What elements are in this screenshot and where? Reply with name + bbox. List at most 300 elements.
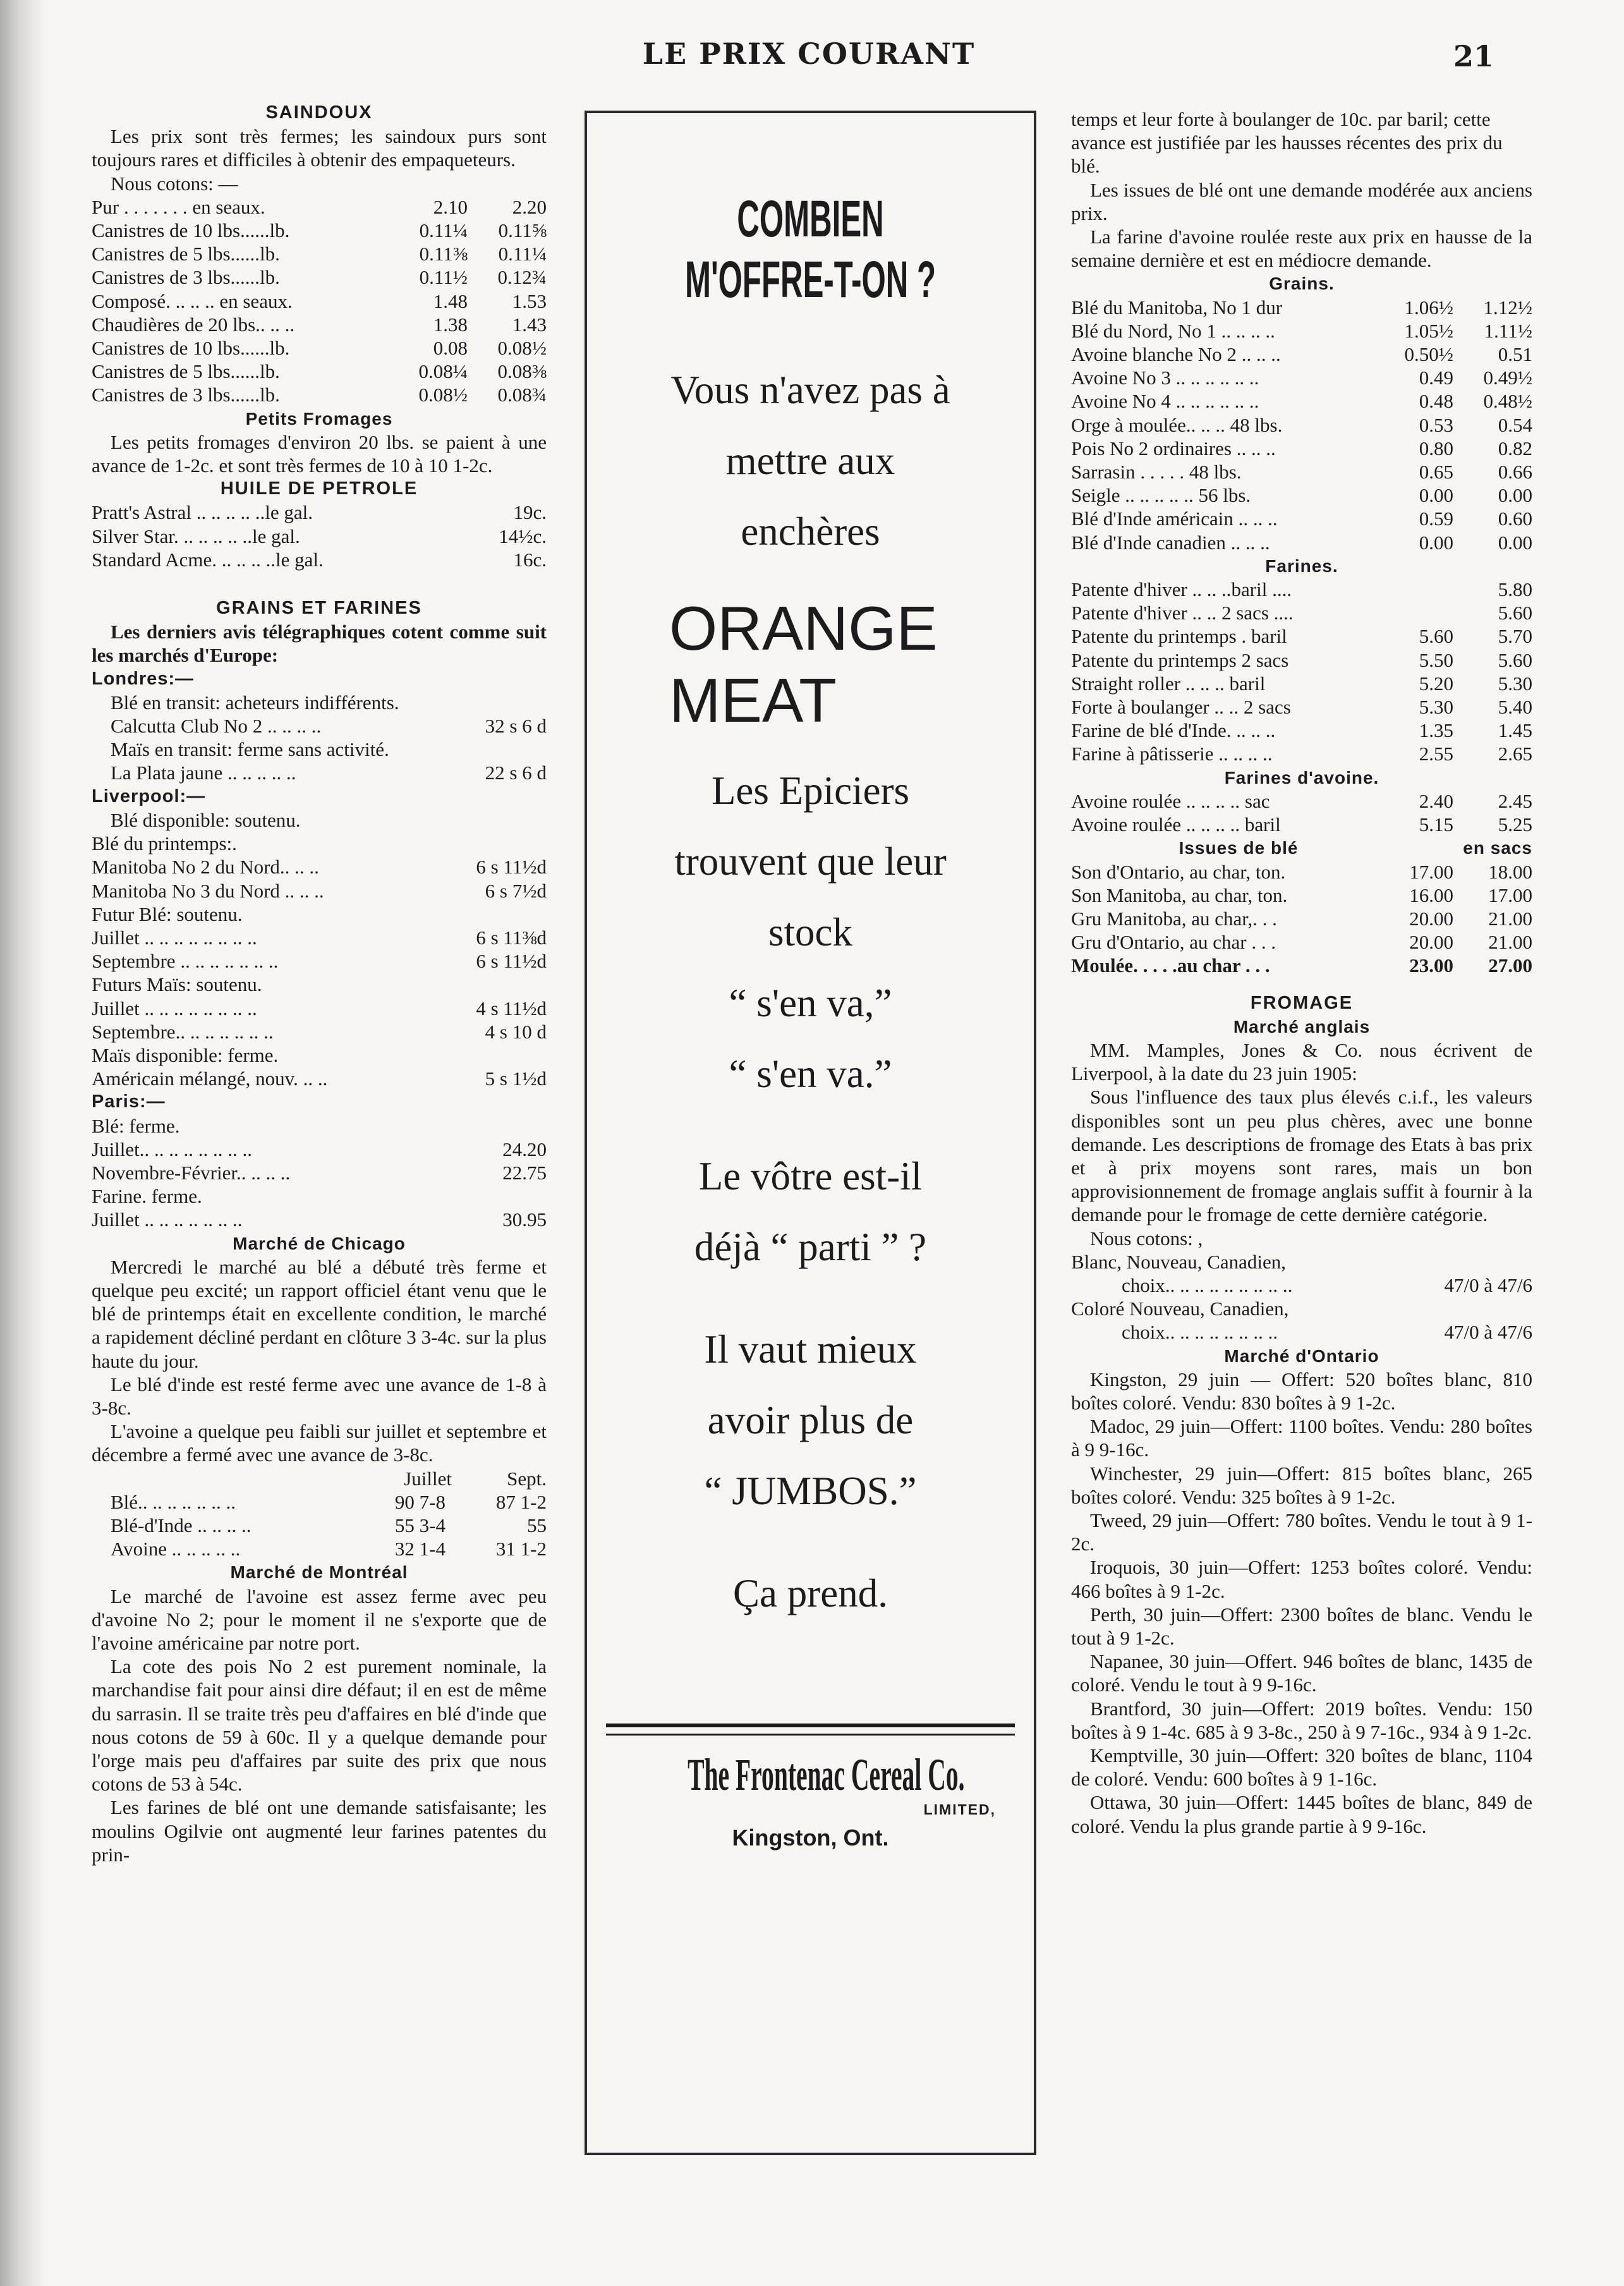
market-label-londres: Londres:— (92, 668, 195, 689)
price-high: 0.11⅝ (498, 219, 547, 242)
quote-name: Blé disponible: soutenu. (111, 808, 301, 831)
item-name: Canistres de 3 lbs......lb. (92, 384, 280, 406)
left-column (92, 101, 547, 1866)
item-name: Avoine blanche No 2 .. .. .. (1071, 343, 1281, 366)
ad-company-limited: LIMITED, (923, 1801, 996, 1818)
price-row (1071, 413, 1532, 437)
price-low: 0.59 (1419, 508, 1453, 530)
grain-name: Blé.. .. .. .. .. .. .. (111, 1490, 236, 1513)
fromage-blanc-label: Blanc, Nouveau, Canadien, (1071, 1250, 1287, 1273)
price-high: 2.20 (512, 195, 547, 218)
price-low: 0.49 (1419, 367, 1453, 389)
price-high: 0.11¼ (498, 243, 547, 265)
ad-rule (606, 1724, 1015, 1727)
quote-row (92, 1043, 547, 1067)
section-heading-grains: Grains. (1269, 274, 1335, 294)
price-low: 1.48 (433, 289, 468, 312)
item-name: Pratt's Astral .. .. .. .. ..le gal. (92, 501, 313, 524)
price-row (1071, 695, 1532, 719)
price-low: 20.00 (1409, 907, 1453, 930)
price-row (1071, 930, 1532, 954)
ad-text-line: “ s'en va,” (729, 981, 892, 1025)
price-low: 5.15 (1419, 813, 1453, 836)
ontario-report: Winchester, 29 juin—Offert: 815 boîtes blanc, 265 boîtes coloré. Vendu: 325 boîtes à 9 1-2c. (1071, 1462, 1532, 1508)
ontario-report: Madoc, 29 juin—Offert: 1100 boîtes. Vendu: 280 boîtes à 9 9-16c. (1071, 1415, 1532, 1461)
price-low: 5.50 (1419, 648, 1453, 671)
section-heading-farines-avoine: Farines d'avoine. (1224, 767, 1379, 787)
chicago-row (92, 1490, 547, 1514)
right-intro-paragraph: temps et leur forte à boulanger de 10c. par baril; cette avance est justifiée par les hausses récentes des prix du blé. (1071, 108, 1503, 178)
ad-company-city: Kingston, Ont. (732, 1825, 889, 1851)
price-row (92, 548, 547, 571)
fromage-price-row (1071, 1274, 1532, 1297)
price-low: 16.00 (1409, 884, 1453, 906)
item-name: Chaudières de 20 lbs.. .. .. (92, 313, 295, 336)
ad-closing: Ça prend. (733, 1571, 888, 1615)
right-intro-paragraph: Les issues de blé ont une demande modérée aux anciens prix. (1071, 178, 1532, 224)
price-low: 5.20 (1419, 672, 1453, 695)
price-sept: 87 1-2 (495, 1490, 547, 1513)
ontario-report: Kemptville, 30 juin—Offert: 320 boîtes de blanc, 1104 de coloré. Vendu: 600 boîtes à 9 1-16c. (1071, 1744, 1532, 1790)
ad-text-line: avoir plus de (707, 1398, 914, 1442)
price-row (1071, 813, 1532, 836)
quote-row (92, 1114, 547, 1138)
quote-row (92, 926, 547, 949)
price-low: 0.08 (433, 337, 468, 360)
quote-value (540, 832, 547, 855)
ad-product-name-line-2: MEAT (669, 666, 837, 735)
grain-name: Avoine .. .. .. .. .. (111, 1538, 241, 1560)
price-row (1071, 624, 1532, 648)
ontario-report: Ottawa, 30 juin—Offert: 1445 boîtes de blanc, 849 de coloré. Vendu la plus grande partie à 9 9-16c. (1071, 1791, 1532, 1837)
price-row (1071, 719, 1532, 742)
price-high: 2.65 (1498, 743, 1532, 765)
quote-value: 30.95 (502, 1208, 547, 1231)
price-row (1071, 789, 1532, 813)
price-low: 0.08½ (418, 384, 468, 406)
section-heading-marche-ontario: Marché d'Ontario (1224, 1346, 1379, 1366)
market-label-liverpool: Liverpool:— (92, 786, 206, 806)
item-name: Patente d'hiver .. .. 2 sacs .... (1071, 602, 1294, 624)
price-low: 5.30 (1419, 696, 1453, 719)
price-low: 2.40 (1419, 789, 1453, 812)
price-row (92, 360, 547, 383)
quote-row (92, 1138, 547, 1161)
price-row (1071, 672, 1532, 695)
quote-row (92, 997, 547, 1020)
price: 14½c. (499, 525, 547, 547)
quote-row (92, 691, 547, 714)
quote-name: Blé du printemps:. (92, 832, 237, 855)
price-high: 1.53 (512, 289, 547, 312)
section-heading-marche-anglais: Marché anglais (1233, 1016, 1371, 1037)
ad-text-line: Il vaut mieux (704, 1327, 917, 1371)
quote-value: 6 s 11½d (476, 950, 547, 973)
saindoux-intro: Les prix sont très fermes; les saindoux purs sont toujours rares et difficiles à obtenir des empaqueteurs. (92, 125, 547, 171)
ad-headline-line-1: COMBIEN (737, 190, 884, 248)
price-high: 0.51 (1498, 343, 1532, 366)
price-high: 5.25 (1498, 813, 1532, 836)
item-name: Seigle .. .. .. .. .. 56 lbs. (1071, 484, 1251, 507)
quote-row (92, 808, 547, 832)
price-low: 1.35 (1419, 719, 1453, 742)
price-sept: 55 (527, 1514, 547, 1536)
ad-text-line: “ JUMBOS.” (704, 1469, 917, 1513)
saindoux-price-table (92, 195, 547, 407)
quote-value (540, 903, 547, 926)
quote-value: 6 s 11½d (476, 856, 547, 879)
price-row (92, 242, 547, 265)
quote-name: Futurs Maïs: soutenu. (92, 973, 262, 996)
item-name: Pois No 2 ordinaires .. .. .. (1071, 437, 1276, 459)
quote-value (540, 738, 547, 761)
quote-name: Juillet .. .. .. .. .. .. .. .. (92, 926, 257, 949)
section-heading-petits-fromages: Petits Fromages (245, 408, 393, 429)
montreal-paragraph: Les farines de blé ont une demande satisfaisante; les moulins Ogilvie ont augmenté leur farines patentes du prin- (92, 1796, 547, 1866)
quote-name: Blé: ferme. (92, 1114, 180, 1137)
quote-value: 4 s 11½d (476, 997, 547, 1019)
section-heading-issues: Issues de blé (1179, 838, 1299, 858)
quote-value (540, 1114, 547, 1138)
price-high: 0.12¾ (497, 266, 547, 289)
quote-value (540, 1184, 547, 1208)
price-high: 0.48½ (1483, 390, 1532, 413)
ad-text-line: Le vôtre est-il (698, 1154, 923, 1198)
section-heading-saindoux: SAINDOUX (265, 102, 373, 123)
quote-value: 22.75 (502, 1161, 547, 1184)
price-row (1071, 366, 1532, 389)
issues-heading-row (1071, 836, 1532, 860)
price-high: 0.60 (1498, 508, 1532, 530)
item-name: Son Manitoba, au char, ton. (1071, 884, 1288, 906)
fromage-colore-label: Coloré Nouveau, Canadien, (1071, 1298, 1289, 1320)
col-sept: Sept. (507, 1467, 547, 1490)
item-name: Sarrasin . . . . . 48 lbs. (1071, 461, 1242, 483)
quote-value: 32 s 6 d (485, 715, 547, 738)
item-name: Son d'Ontario, au char, ton. (1071, 860, 1286, 883)
ontario-report: Perth, 30 juin—Offert: 2300 boîtes de blanc. Vendu le tout à 9 1-2c. (1071, 1603, 1532, 1649)
ontario-report: Kingston, 29 juin — Offert: 520 boîtes blanc, 810 boîtes coloré. Vendu: 830 boîtes à 9 1-2c. (1071, 1368, 1532, 1414)
quote-row (92, 879, 547, 903)
ad-product-name-line-1: ORANGE (669, 593, 938, 663)
chicago-paragraph: Mercredi le marché au blé a débuté très ferme et quelque peu excité; un rapport officiel étant venu que le blé de printemps était en excellente condition, le marché a rapidement décliné perdant en clôture 3 3-4c. sur la plus haute du jour. (92, 1255, 547, 1372)
price-row (1071, 884, 1532, 907)
ad-text-line: “ s'en va.” (729, 1052, 892, 1096)
market-label-paris: Paris:— (92, 1091, 166, 1112)
right-intro-paragraph: La farine d'avoine roulée reste aux prix en hausse de la semaine dernière et est en médiocre demande. (1071, 226, 1532, 272)
ontario-report: Brantford, 30 juin—Offert: 2019 boîtes. Vendu: 150 boîtes à 9 1-4c. 685 à 9 3-8c., 250 à 9 7-16c., 934 à 9 1-2c. (1071, 1697, 1532, 1743)
montreal-paragraph: La cote des pois No 2 est purement nominale, la marchandise fait pour ainsi dire défaut; il en est de même du sarrasin. Il se traite très peu d'affaires en blé d'inde que nous cotons de 59 à 60c. Il y a quelque demande pour l'orge mais peu d'affaires par suite des prix que nous cotons de 53 à 54c. (92, 1655, 547, 1796)
price-high: 5.70 (1498, 625, 1532, 648)
item-name: Pur . . . . . . . en seaux. (92, 195, 265, 218)
quote-value: 6 s 11⅜d (476, 926, 547, 949)
item-name: Blé d'Inde canadien .. .. .. (1071, 531, 1270, 554)
item-name: Avoine roulée .. .. .. .. sac (1071, 789, 1270, 812)
price-low: 0.00 (1419, 531, 1453, 554)
price-juillet: 55 3-4 (394, 1514, 445, 1536)
price-row (1071, 483, 1532, 507)
price-row (92, 383, 547, 406)
item-name: Farine à pâtisserie .. .. .. .. (1071, 743, 1273, 765)
price-row (1071, 507, 1532, 530)
price-low: 0.53 (1419, 413, 1453, 436)
price-row (1071, 437, 1532, 460)
item-name: Moulée. . . . .au char . . . (1071, 954, 1270, 977)
right-column (1071, 107, 1532, 1838)
quote-row (92, 761, 547, 784)
orange-meat-advertisement (585, 111, 1036, 2155)
fromage-paragraph: MM. Mamples, Jones & Co. nous écrivent de Liverpool, à la date du 23 juin 1905: (1071, 1038, 1532, 1085)
price-high: 27.00 (1488, 954, 1532, 977)
price-row (1071, 460, 1532, 483)
price-high: 17.00 (1488, 884, 1532, 906)
chicago-row (92, 1514, 547, 1537)
price-high: 1.12½ (1483, 296, 1532, 319)
price-low: 0.11¼ (419, 219, 468, 242)
fromage-cotons: Nous cotons: , (1090, 1227, 1203, 1249)
price-row (1071, 389, 1532, 413)
price: 47/0 à 47/6 (1444, 1321, 1532, 1344)
item-name: Orge à moulée.. .. .. 48 lbs. (1071, 413, 1283, 436)
quote-name: Maïs en transit: ferme sans activité. (111, 738, 389, 761)
chicago-paragraph: L'avoine a quelque peu faibli sur juillet et septembre et décembre a fermé avec une avance de 3-8c. (92, 1420, 547, 1466)
quote-row (92, 738, 547, 761)
price-high: 0.54 (1498, 413, 1532, 436)
price-row (92, 195, 547, 219)
quote-row (92, 714, 547, 738)
price-low: 0.48 (1419, 390, 1453, 413)
ontario-report: Iroquois, 30 juin—Offert: 1253 boîtes coloré. Vendu: 466 boîtes à 9 1-2c. (1071, 1556, 1532, 1602)
item-name: Gru d'Ontario, au char . . . (1071, 931, 1276, 954)
price-row (92, 219, 547, 242)
quote-value: 22 s 6 d (485, 762, 547, 784)
item-name: Blé d'Inde américain .. .. .. (1071, 508, 1278, 530)
price-low: 1.38 (433, 313, 468, 336)
quote-name: Novembre-Février.. .. .. .. (92, 1161, 291, 1184)
chicago-table-header (92, 1467, 547, 1490)
item-name: Straight roller .. .. .. baril (1071, 672, 1266, 695)
quote-row (92, 949, 547, 973)
item-name: Canistres de 10 lbs......lb. (92, 219, 290, 242)
price-row (1071, 601, 1532, 624)
price-juillet: 90 7-8 (394, 1490, 445, 1513)
quote-name: Septembre.. .. .. .. .. .. .. (92, 1020, 274, 1043)
price-row (92, 501, 547, 524)
price-high: 5.80 (1498, 578, 1532, 601)
price-row (92, 525, 547, 548)
item-name: Gru Manitoba, au char,. . . (1071, 907, 1277, 930)
price-high: 5.60 (1498, 648, 1532, 671)
quote-value (540, 691, 547, 714)
item-name: choix.. .. .. .. .. .. .. .. .. (1122, 1274, 1293, 1296)
quote-row (92, 855, 547, 879)
price-high: 0.00 (1498, 484, 1532, 507)
price-row (92, 313, 547, 336)
item-name: Canistres de 3 lbs......lb. (92, 266, 280, 289)
price-high: 1.45 (1498, 719, 1532, 742)
quote-name: Farine. ferme. (92, 1185, 202, 1208)
price-low: 0.80 (1419, 437, 1453, 459)
quote-row (92, 832, 547, 855)
price-row (1071, 531, 1532, 554)
price-row (92, 289, 547, 313)
petits-fromages-text: Les petits fromages d'environ 20 lbs. se paient à une avance de 1-2c. et sont très fermes de 10 à 10 1-2c. (92, 430, 547, 477)
price-low: 20.00 (1409, 931, 1453, 954)
price-sept: 31 1-2 (495, 1538, 547, 1560)
price-row (1071, 319, 1532, 343)
price-high: 0.66 (1498, 461, 1532, 483)
price-high: 0.49½ (1483, 367, 1532, 389)
item-name: Composé. .. .. .. en seaux. (92, 289, 293, 312)
price-low: 23.00 (1409, 954, 1453, 977)
price: 47/0 à 47/6 (1444, 1274, 1532, 1296)
section-heading-fromage: FROMAGE (1250, 992, 1354, 1013)
price-low: 5.60 (1419, 625, 1453, 648)
quote-value (540, 1043, 547, 1067)
price-low (1374, 601, 1453, 624)
price-juillet: 32 1-4 (394, 1538, 445, 1560)
price-row (92, 336, 547, 360)
price-low: 0.11½ (419, 266, 468, 289)
item-name: Silver Star. .. .. .. .. ..le gal. (92, 525, 300, 547)
price-high: 1.11½ (1484, 319, 1532, 342)
price-row (1071, 954, 1532, 977)
price-high: 0.82 (1498, 437, 1532, 459)
item-name: Avoine No 4 .. .. .. .. .. .. (1071, 390, 1259, 413)
item-name: Avoine No 3 .. .. .. .. .. .. (1071, 367, 1259, 389)
ad-headline-line-2: M'OFFRE-T-ON ? (684, 251, 936, 308)
item-name: Patente du printemps 2 sacs (1071, 648, 1289, 671)
price-high: 2.45 (1498, 789, 1532, 812)
price-high: 18.00 (1488, 860, 1532, 883)
ontario-report: Napanee, 30 juin—Offert. 946 boîtes de blanc, 1435 de coloré. Vendu le tout à 9 9-16c. (1071, 1650, 1532, 1696)
quote-row (92, 973, 547, 996)
price-low: 17.00 (1409, 860, 1453, 883)
price-row (1071, 648, 1532, 672)
price-row (1071, 296, 1532, 319)
price-low: 0.50½ (1404, 343, 1453, 366)
ad-text-line: enchères (741, 509, 880, 554)
price-row (1071, 742, 1532, 765)
quote-name: Calcutta Club No 2 .. .. .. .. (111, 715, 322, 738)
price-high: 0.08¾ (497, 384, 547, 406)
fromage-price-row (1071, 1320, 1532, 1344)
price-high: 21.00 (1488, 931, 1532, 954)
montreal-paragraph: Le marché de l'avoine est assez ferme avec peu d'avoine No 2; pour le moment il ne s'exporte que de l'avoine américaine par notre port. (92, 1584, 547, 1654)
quote-value (540, 808, 547, 832)
price-high: 5.30 (1498, 672, 1532, 695)
price-low: 0.65 (1419, 461, 1453, 483)
price-high: 0.08½ (497, 337, 547, 360)
quote-value: 24.20 (502, 1138, 547, 1160)
item-name: choix.. .. .. .. .. .. .. .. (1122, 1321, 1278, 1344)
price-row (1071, 578, 1532, 601)
ontario-report: Tweed, 29 juin—Offert: 780 boîtes. Vendu le tout à 9 1-2c. (1071, 1509, 1532, 1555)
col-juillet: Juillet (404, 1467, 452, 1490)
quote-name: Maïs disponible: ferme. (92, 1043, 279, 1066)
ad-text-line: mettre aux (725, 439, 895, 483)
quote-name: Manitoba No 3 du Nord .. .. .. (92, 879, 324, 902)
ad-text-line: Les Epiciers (711, 769, 910, 813)
price-high: 0.00 (1498, 531, 1532, 554)
item-name: Farine de blé d'Inde. .. .. .. (1071, 719, 1276, 742)
chicago-paragraph: Le blé d'inde est resté ferme avec une avance de 1-8 à 3-8c. (92, 1373, 547, 1419)
price: 19c. (513, 501, 547, 524)
quote-name: Septembre .. .. .. .. .. .. .. (92, 950, 279, 973)
quote-row (92, 1161, 547, 1184)
ad-text-line: Vous n'avez pas à (670, 368, 950, 412)
chicago-row (92, 1537, 547, 1560)
ad-company-name: The Frontenac Cereal Co. (688, 1749, 965, 1800)
price-low: 0.08¼ (418, 360, 468, 383)
grains-intro: Les derniers avis télégraphiques cotent comme suit les marchés d'Europe: (92, 621, 547, 667)
section-heading-petrole: HUILE DE PETROLE (220, 478, 418, 499)
item-name: Standard Acme. .. .. .. ..le gal. (92, 548, 324, 571)
price-high: 1.43 (512, 313, 547, 336)
quote-name: Juillet.. .. .. .. .. .. .. .. (92, 1138, 253, 1160)
quote-row (92, 1184, 547, 1208)
price-high: 5.40 (1498, 696, 1532, 719)
quote-row (92, 1208, 547, 1231)
price-high: 5.60 (1498, 602, 1532, 624)
quote-name: Juillet .. .. .. .. .. .. .. .. (92, 997, 257, 1019)
page-number: 21 (1453, 39, 1494, 73)
price-low: 2.55 (1419, 743, 1453, 765)
quote-name: Manitoba No 2 du Nord.. .. .. (92, 856, 319, 879)
item-name: Canistres de 5 lbs......lb. (92, 360, 280, 383)
price-low: 0.00 (1419, 484, 1453, 507)
price-low (1374, 578, 1453, 601)
price-low: 0.11⅜ (419, 243, 468, 265)
quote-name: Blé en transit: acheteurs indifférents. (111, 691, 399, 714)
scan-edge-shadow (0, 0, 44, 2286)
quote-value: 4 s 10 d (485, 1020, 547, 1043)
quote-name: Américain mélangé, nouv. .. .. (92, 1067, 328, 1090)
quote-name: La Plata jaune .. .. .. .. .. (111, 762, 296, 784)
price-high: 0.08⅜ (497, 360, 547, 383)
item-name: Canistres de 10 lbs......lb. (92, 337, 290, 360)
quote-value (540, 973, 547, 996)
item-name: Avoine roulée .. .. .. .. baril (1071, 813, 1281, 836)
quote-row (92, 903, 547, 926)
section-heading-chicago: Marché de Chicago (233, 1233, 406, 1253)
quote-row (92, 1020, 547, 1043)
section-heading-montreal: Marché de Montréal (230, 1562, 408, 1583)
item-name: Blé du Manitoba, No 1 dur (1071, 296, 1283, 319)
issues-heading-unit: en sacs (1463, 838, 1532, 858)
fromage-paragraph: Sous l'influence des taux plus élevés c.i.f., les valeurs disponibles sont un peu plus chères, avec une bonne demande. Les descriptions de fromage des Etats à bas prix et à prix moyens sont rares, mais un bon approvisionnement de fromage anglais suffit à fournir à la demande pour le fromage de cette dernière catégorie. (1071, 1086, 1532, 1226)
price-row (1071, 343, 1532, 366)
grain-name: Blé-d'Inde .. .. .. .. (111, 1514, 251, 1536)
page-header (0, 37, 1624, 81)
journal-title: LE PRIX COURANT (642, 37, 976, 71)
price-low: 2.10 (433, 195, 468, 218)
quote-row (92, 1067, 547, 1090)
item-name: Forte à boulanger .. .. 2 sacs (1071, 696, 1291, 719)
quote-name: Futur Blé: soutenu. (92, 903, 243, 925)
quote-name: Juillet .. .. .. .. .. .. .. (92, 1208, 243, 1231)
price-low: 1.06½ (1404, 296, 1453, 319)
section-heading-farines: Farines. (1265, 556, 1338, 576)
price-high: 21.00 (1488, 907, 1532, 930)
price-low: 1.05½ (1404, 319, 1453, 342)
item-name: Patente du printemps . baril (1071, 625, 1287, 648)
price-row (92, 265, 547, 289)
ad-text-line: déjà “ parti ” ? (694, 1225, 927, 1269)
ad-text-line: trouvent que leur (674, 839, 947, 884)
section-heading-grains-farines: GRAINS ET FARINES (216, 598, 422, 619)
item-name: Canistres de 5 lbs......lb. (92, 243, 280, 265)
